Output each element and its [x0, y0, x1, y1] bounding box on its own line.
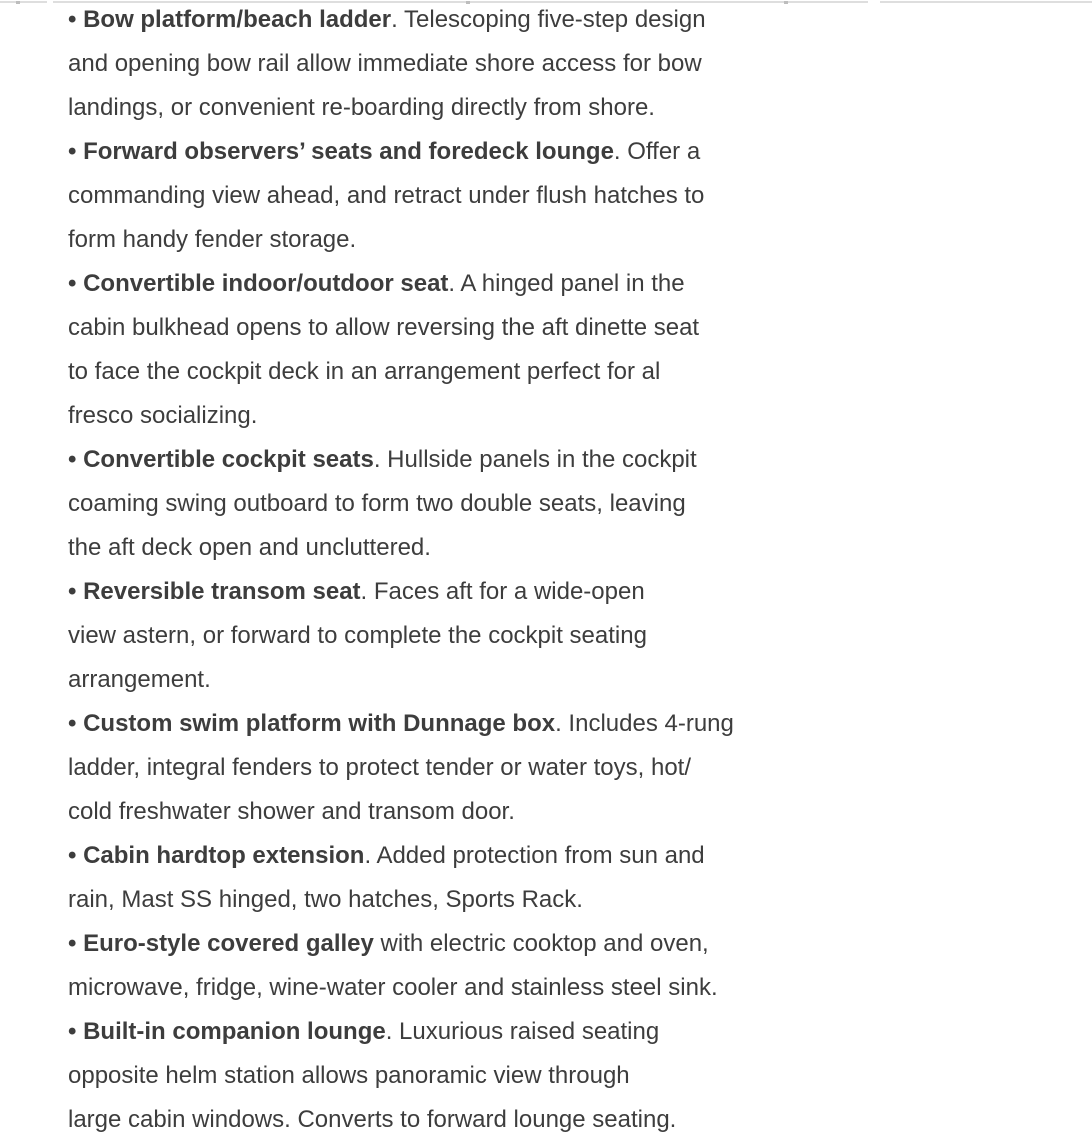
- bullet-item-text: with electric cooktop and oven,: [373, 930, 709, 957]
- text-line: [68, 306, 1068, 350]
- text-line: [68, 394, 1068, 438]
- bullet-item-text: landings, or convenient re-boarding directly from shore.: [68, 94, 655, 121]
- text-line: [68, 1054, 1068, 1098]
- bullet-item: [68, 570, 1068, 702]
- text-line: [68, 42, 1068, 86]
- bullet-item-title: • Convertible indoor/outdoor seat: [68, 270, 449, 297]
- bullet-item: [68, 130, 1068, 262]
- text-line: [68, 526, 1068, 570]
- bullet-item-text: ladder, integral fenders to protect tender or water toys, hot/: [68, 754, 692, 781]
- text-line: [68, 350, 1068, 394]
- bullet-item-text: cold freshwater shower and transom door.: [68, 798, 515, 825]
- bullet-item-text: . Includes 4-rung: [555, 710, 734, 737]
- bullet-item-text: the aft deck open and uncluttered.: [68, 534, 431, 561]
- bullet-item-text: large cabin windows. Converts to forward lounge seating.: [68, 1106, 677, 1133]
- bullet-item-text: form handy fender storage.: [68, 226, 357, 253]
- bullet-item: [68, 702, 1068, 834]
- text-line: [68, 0, 1068, 42]
- bullet-item-title: • Convertible cockpit seats: [68, 446, 374, 473]
- bullet-item-title: • Cabin hardtop extension: [68, 842, 365, 869]
- bullet-item-text: coaming swing outboard to form two double seats, leaving: [68, 490, 686, 517]
- bullet-item-text: view astern, or forward to complete the cockpit seating: [68, 622, 647, 649]
- bullet-item: [68, 834, 1068, 922]
- text-line: [68, 1010, 1068, 1054]
- bullet-item: [68, 1010, 1068, 1142]
- text-line: [68, 878, 1068, 922]
- text-line: [68, 482, 1068, 526]
- cropped-border-segment: [0, 1, 47, 3]
- bullet-item-text: commanding view ahead, and retract under flush hatches to: [68, 182, 705, 209]
- bullet-item-text: fresco socializing.: [68, 402, 258, 429]
- text-line: [68, 834, 1068, 878]
- text-line: [68, 746, 1068, 790]
- feature-list: [68, 0, 1068, 1142]
- text-line: [68, 86, 1068, 130]
- bullet-item-text: arrangement.: [68, 666, 211, 693]
- bullet-item-text: . Telescoping five-step design: [391, 6, 706, 33]
- bullet-item-title: • Built-in companion lounge: [68, 1018, 386, 1045]
- bullet-item-text: . Faces aft for a wide-open: [360, 578, 645, 605]
- text-line: [68, 702, 1068, 746]
- bullet-item-title: • Custom swim platform with Dunnage box: [68, 710, 556, 737]
- bullet-item-title: • Forward observers’ seats and foredeck lounge: [68, 138, 614, 165]
- bullet-item-text: . Luxurious raised seating: [385, 1018, 660, 1045]
- text-line: [68, 438, 1068, 482]
- bullet-item: [68, 438, 1068, 570]
- text-line: [68, 174, 1068, 218]
- text-line: [68, 218, 1068, 262]
- bullet-item-text: . A hinged panel in the: [448, 270, 685, 297]
- bullet-item: [68, 922, 1068, 1010]
- bullet-item-text: and opening bow rail allow immediate shore access for bow: [68, 50, 702, 77]
- text-line: [68, 570, 1068, 614]
- bullet-item-title: • Bow platform/beach ladder: [68, 6, 392, 33]
- bullet-item-text: . Added protection from sun and: [364, 842, 705, 869]
- text-line: [68, 614, 1068, 658]
- bullet-item-text: . Hullside panels in the cockpit: [373, 446, 697, 473]
- bullet-item-text: . Offer a: [613, 138, 701, 165]
- bullet-item-title: • Euro-style covered galley: [68, 930, 374, 957]
- bullet-item-text: to face the cockpit deck in an arrangement perfect for al: [68, 358, 661, 385]
- bullet-item: [68, 0, 1068, 130]
- text-line: [68, 262, 1068, 306]
- text-line: [68, 966, 1068, 1010]
- bullet-item: [68, 262, 1068, 438]
- text-line: [68, 1098, 1068, 1142]
- bullet-item-title: • Reversible transom seat: [68, 578, 361, 605]
- bullet-item-text: microwave, fridge, wine-water cooler and stainless steel sink.: [68, 974, 718, 1001]
- text-line: [68, 658, 1068, 702]
- text-line: [68, 130, 1068, 174]
- bullet-item-text: rain, Mast SS hinged, two hatches, Sports Rack.: [68, 886, 583, 913]
- text-line: [68, 790, 1068, 834]
- bullet-item-text: opposite helm station allows panoramic view through: [68, 1062, 630, 1089]
- cropped-border-tick: [16, 1, 20, 4]
- bullet-item-text: cabin bulkhead opens to allow reversing the aft dinette seat: [68, 314, 700, 341]
- text-line: [68, 922, 1068, 966]
